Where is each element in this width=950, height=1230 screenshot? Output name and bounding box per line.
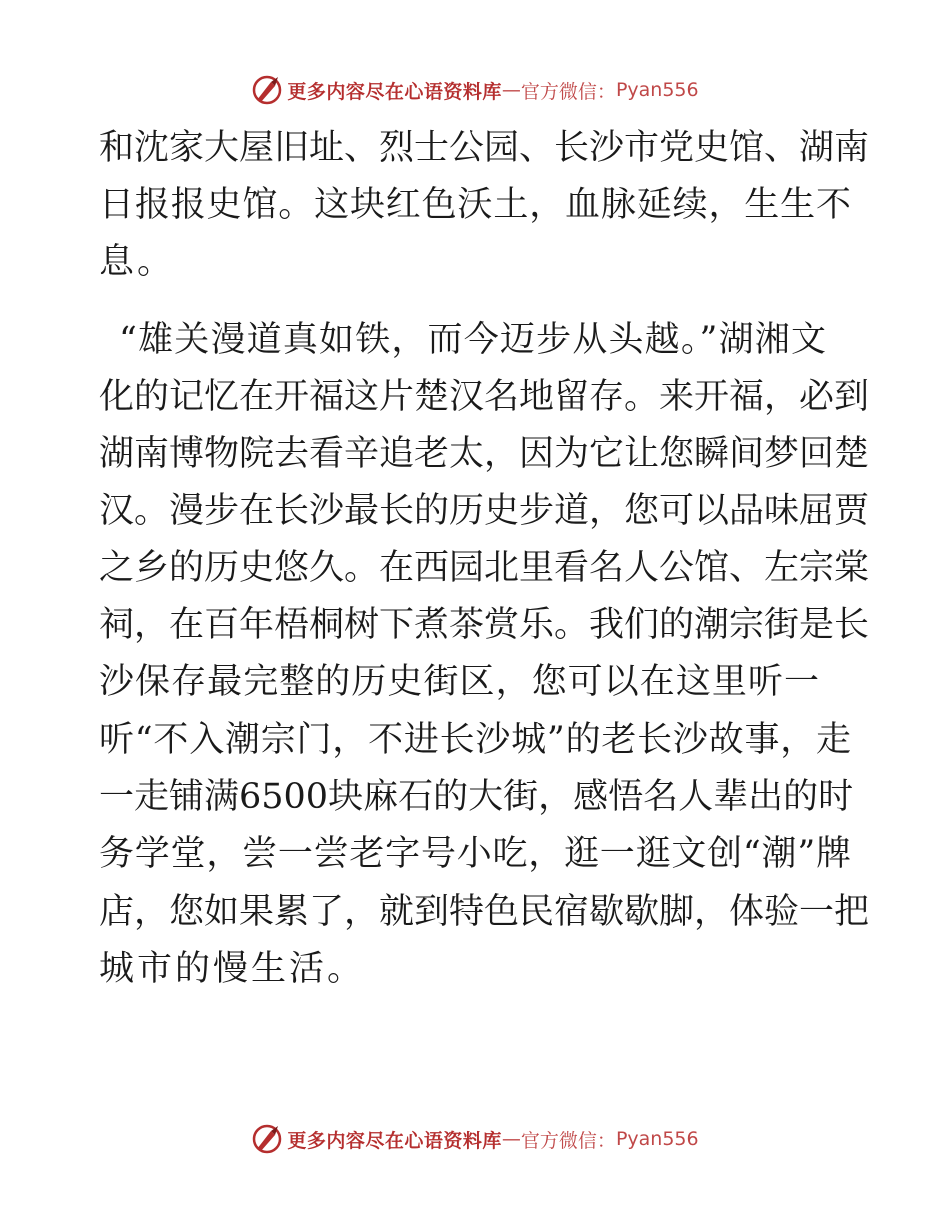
text-line: 听“不入潮宗门，不进长沙城”的老长沙故事，走 <box>99 720 851 760</box>
text-line: 湖南博物院去看辛追老太，因为它让您瞬间梦回楚 <box>99 434 870 474</box>
text-line: 息。 <box>99 242 176 282</box>
text-line: 汉。漫步在长沙最长的历史步道，您可以品味屈贾 <box>99 491 870 531</box>
text-line: 和沈家大屋旧址、烈士公园、长沙市党史馆、湖南 <box>99 128 870 168</box>
watermark-official-label: 官方微信： <box>520 80 616 103</box>
watermark-dash: — <box>501 79 521 101</box>
watermark-footer <box>0 1122 950 1156</box>
quill-logo-icon <box>251 74 283 106</box>
watermark-main-text: 更多内容尽在心语资料库 <box>287 80 502 103</box>
text-line: 化的记忆在开福这片楚汉名地留存。来开福，必到 <box>99 377 870 417</box>
watermark-wechat-id: Pyan556 <box>615 1128 699 1150</box>
watermark-header <box>0 73 950 107</box>
quill-logo-icon <box>251 1123 283 1155</box>
text-line: 一走铺满6500块麻石的大街，感悟名人辈出的时 <box>99 777 854 817</box>
text-line: 日报报史馆。这块红色沃土，血脉延续，生生不 <box>99 185 851 225</box>
text-line: 沙保存最完整的历史街区，您可以在这里听一 <box>99 662 819 702</box>
watermark-dash: — <box>501 1128 521 1150</box>
watermark-wechat-id: Pyan556 <box>615 79 699 101</box>
text-line: 之乡的历史悠久。在西园北里看名人公馆、左宗棠 <box>99 548 870 588</box>
text-line: “雄关漫道真如铁，而今迈步从头越。”湖湘文 <box>119 320 826 360</box>
text-line: 祠，在百年梧桐树下煮茶赏乐。我们的潮宗街是长 <box>99 605 870 645</box>
watermark-official-label: 官方微信： <box>520 1129 616 1152</box>
text-line: 店，您如果累了，就到特色民宿歇歇脚，体验一把 <box>99 892 870 932</box>
text-line: 务学堂，尝一尝老字号小吃，逛一逛文创“潮”牌 <box>99 834 851 874</box>
watermark-main-text: 更多内容尽在心语资料库 <box>287 1129 502 1152</box>
text-line: 城市的慢生活。 <box>99 949 366 989</box>
